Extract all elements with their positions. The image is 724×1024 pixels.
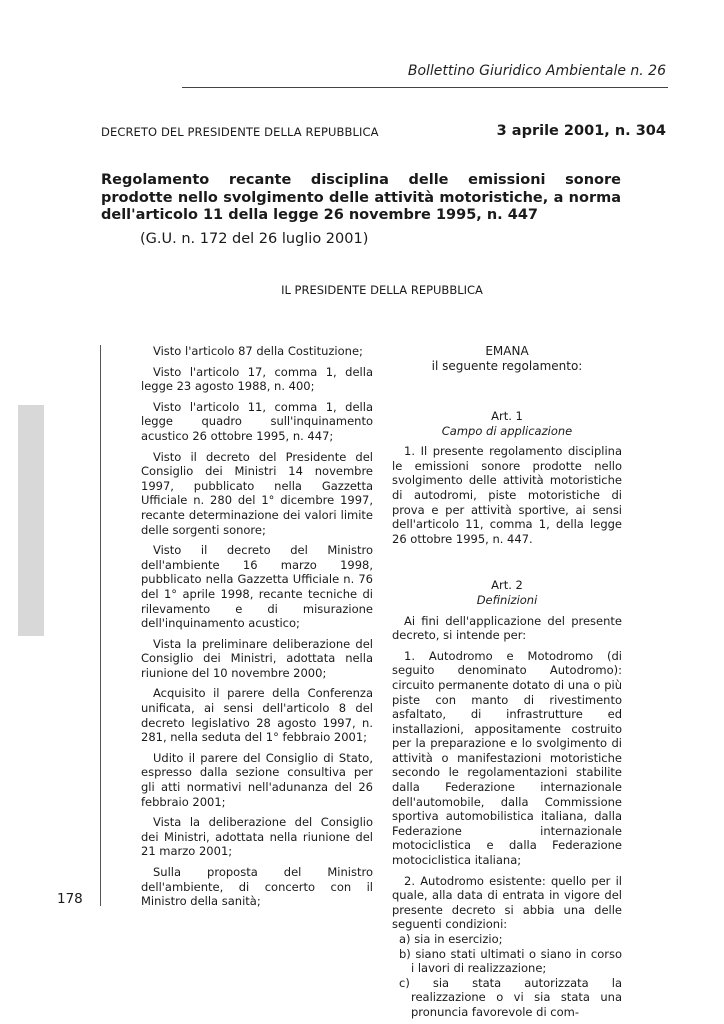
article-2-sub-list [392,932,622,1020]
preamble-paragraph: Vista la deliberazione del Consiglio dei Ministri, adottata nella riunione del 21 marzo 2001; [141,815,373,859]
articles-column [392,344,622,1020]
article-2-title: Definizioni [476,592,538,607]
margin-rule [100,345,101,906]
preamble-column [141,344,373,915]
article-1-number: Art. 1 [491,409,523,423]
emana-block [392,344,622,374]
emana-subheading: il seguente regolamento: [431,359,583,373]
header-rule [182,87,668,88]
running-header: Bollettino Giuridico Ambientale n. 26 [407,63,666,79]
decree-title: Regolamento recante disciplina delle emissioni sonore prodotte nello svolgimento delle attività motoristiche, a norma dell'articolo 11 della legge 26 novembre 1995, n. 447 [101,172,621,223]
gazette-reference: (G.U. n. 172 del 26 luglio 2001) [140,231,369,247]
preamble-paragraph: Visto l'articolo 17, comma 1, della legge 23 agosto 1988, n. 400; [141,364,373,394]
preamble-paragraph: Vista la preliminare deliberazione del Consiglio dei Ministri, adottata nella riunione del 10 novembre 2000; [141,636,373,680]
list-item: b) siano stati ultimati o siano in corso i lavori di realizzazione; [399,946,622,976]
article-2-number: Art. 2 [491,578,523,593]
side-tab-marker [18,405,44,636]
president-heading: IL PRESIDENTE DELLA REPUBBLICA [281,283,483,297]
emana-heading: EMANA [485,344,529,358]
decree-type: DECRETO DEL PRESIDENTE DELLA REPUBBLICA [101,125,379,139]
decree-date: 3 aprile 2001, n. 304 [496,123,666,139]
preamble-paragraph: Acquisito il parere della Conferenza unificata, ai sensi dell'articolo 8 del decreto legislativo 28 agosto 1997, n. 281, nella seduta del 1° febbraio 2001; [141,686,373,745]
article-2-intro: Ai fini dell'applicazione del presente decreto, si intende per: [392,613,622,643]
article-2-item-2: 2. Autodromo esistente: quello per il quale, alla data di entrata in vigore del presente decreto si abbia una delle seguenti condizioni: [392,873,622,932]
preamble-paragraph: Udito il parere del Consiglio di Stato, espresso dalla sezione consultiva per gli atti normativi nell'adunanza del 26 febbraio 2001; [141,750,373,809]
article-1-title: Campo di applicazione [441,423,573,438]
preamble-paragraph: Visto il decreto del Ministro dell'ambiente 16 marzo 1998, pubblicato nella Gazzetta Ufficiale n. 76 del 1° aprile 1998, recante tecniche di rilevamento e di misurazione dell'inquinamento acustico; [141,543,373,631]
page-number: 178 [57,891,83,907]
preamble-paragraph: Sulla proposta del Ministro dell'ambiente, di concerto con il Ministro della sanità; [141,865,373,909]
article-1-text: 1. Il presente regolamento disciplina le emissioni sonore prodotte nello svolgimento delle attività motoristiche di autodromi, piste motoristiche di prova e per attività sportive, ai sensi dell'articolo 11, comma 1, della legge 26 ottobre 1995, n. 447. [392,444,622,546]
preamble-paragraph: Visto il decreto del Presidente del Consiglio dei Ministri 14 novembre 1997, pubblicato nella Gazzetta Ufficiale n. 280 del 1° dicembre 1997, recante determinazione dei valori limite delle sorgenti sonore; [141,449,373,537]
article-2-item-1: 1. Autodromo e Motodromo (di seguito denominato Autodromo): circuito permanente dotato di una o più piste con manto di rivestimento asfaltato, di infrastrutture ed installazioni, appositamente costruito per la preparazione e lo svolgimento di attività o manifestazioni motoristiche secondo le regolamentazioni stabilite dalla Federazione internazionale dell'automobile, dalla Commissione sportiva automobilistica italiana, dalla Federazione internazionale motociclistica e dalla Federazione motociclistica italiana; [392,648,622,868]
preamble-paragraph: Visto l'articolo 11, comma 1, della legge quadro sull'inquinamento acustico 26 ottobre 1995, n. 447; [141,399,373,443]
list-item: a) sia in esercizio; [399,932,503,946]
preamble-paragraph: Visto l'articolo 87 della Costituzione; [153,344,363,358]
list-item: c) sia stata autorizzata la realizzazione o vi sia stata una pronuncia favorevole di com- [399,975,622,1019]
